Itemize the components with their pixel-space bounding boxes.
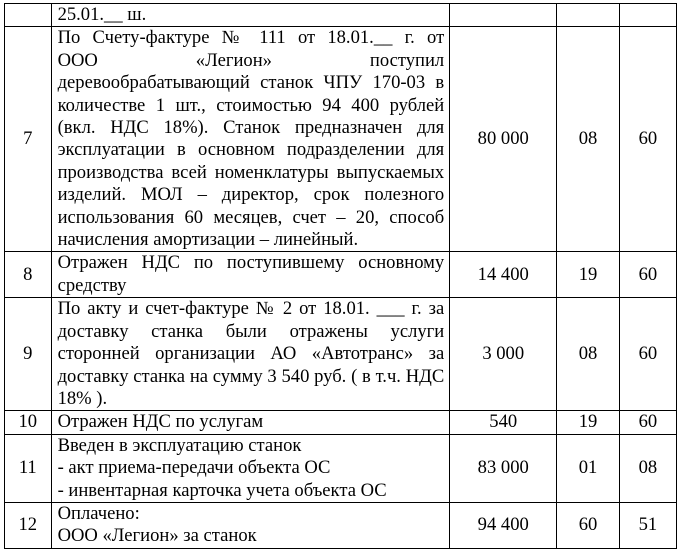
row-amount [450,4,557,27]
row-description [51,434,450,502]
description-line: Отражен НДС по услугам [57,411,264,433]
table-row [5,298,677,411]
description-line: - инвентарная карточка учета объекта ОС [57,479,387,501]
description-line: По Счету-фактуре № 111 от 18.01.__ г. от [57,27,445,49]
row-credit: 60 [619,252,676,298]
row-description [51,502,450,548]
row-number: 12 [5,502,52,548]
row-number: 11 [5,434,52,502]
table-row [5,252,677,298]
description-line: (вкл. НДС 18%). Станок предназначен для [57,117,445,139]
table-row [5,27,677,252]
row-debit: 19 [557,411,620,434]
description-line: 18% ). [57,387,108,409]
row-debit: 19 [557,252,620,298]
description-line: эксплуатации в основном подразделении для [57,139,445,161]
table-row [5,434,677,502]
row-credit: 08 [619,434,676,502]
row-debit: 08 [557,298,620,411]
row-description [51,252,450,298]
table-row [5,411,677,434]
description-line: Отражен НДС по поступившему основному [57,252,445,274]
transactions-table [4,3,677,549]
row-number: 7 [5,27,52,252]
row-amount: 14 400 [450,252,557,298]
description-line: деревообрабатывающий станок ЧПУ 170-03 в [57,72,445,94]
description-line: производства всей номенклатуры выпускаемых [57,161,445,183]
row-debit: 01 [557,434,620,502]
description-line: изделий. МОЛ – директор, срок полезного [57,184,445,206]
description-line: начисления амортизации – линейный. [57,229,359,251]
row-number [5,4,52,27]
row-credit: 60 [619,27,676,252]
row-number: 8 [5,252,52,298]
row-amount: 94 400 [450,502,557,548]
row-amount: 3 000 [450,298,557,411]
description-line: сторонней организации АО «Автотранс» за [57,343,445,365]
description-line: доставку станка на сумму 3 540 руб. ( в т.ч. НДС [57,365,445,387]
transactions-body [5,4,677,549]
row-credit: 51 [619,502,676,548]
row-debit [557,4,620,27]
description-line: средству [57,274,127,296]
row-amount: 540 [450,411,557,434]
row-credit [619,4,676,27]
description-line: количестве 1 шт., стоимостью 94 400 рублей [57,94,445,116]
row-debit: 60 [557,502,620,548]
row-amount: 80 000 [450,27,557,252]
row-credit: 60 [619,411,676,434]
row-number: 9 [5,298,52,411]
row-debit: 08 [557,27,620,252]
description-line: доставку станка были отражены услуги [57,320,445,342]
description-line: - акт приема-передачи объекта ОС [57,457,331,479]
description-line: использования 60 месяцев, счет – 20, способ [57,206,445,228]
description-line: ООО «Легион» поступил [57,49,445,71]
table-row [5,4,677,27]
row-description [51,411,450,434]
row-number: 10 [5,411,52,434]
row-description [51,298,450,411]
description-line: Оплачено: [57,502,140,524]
row-description [51,4,450,27]
row-amount: 83 000 [450,434,557,502]
row-credit: 60 [619,298,676,411]
description-line: По акту и счет-фактуре № 2 от 18.01. ___ г. за [57,298,445,320]
description-line: Введен в эксплуатацию станок [57,434,302,456]
table-row [5,502,677,548]
row-description [51,27,450,252]
description-line: ООО «Легион» за станок [57,525,257,547]
description-line: 25.01.__ ш. [57,4,147,25]
